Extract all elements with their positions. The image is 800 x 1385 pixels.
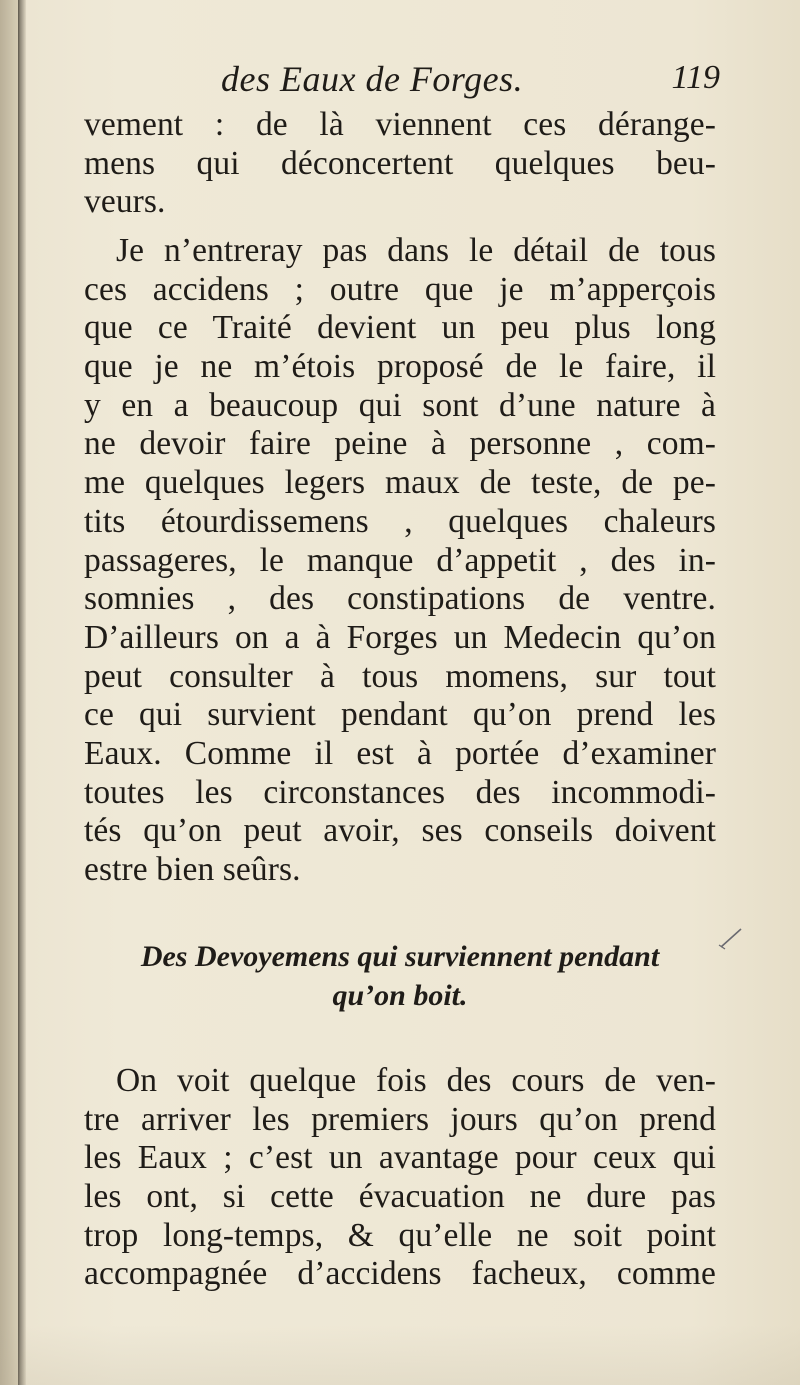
paragraph-3 (84, 1062, 716, 1294)
text-line: D’ailleurs on a à Forges un Medecin qu’on (84, 618, 716, 656)
page-bottom-shading (0, 1325, 800, 1385)
text-line: que je ne m’étois proposé de le faire, il (84, 348, 716, 386)
text-line: que ce Traité devient un peu plus long (84, 309, 716, 347)
text-line: les Eaux ; c’est un avantage pour ceux qui (84, 1139, 716, 1177)
text-line: ce qui survient pendant qu’on prend les (84, 696, 716, 734)
text-line: passageres, le manque d’appetit , des in- (84, 541, 716, 579)
text-line: vement : de là viennent ces dérange- (84, 106, 716, 143)
text-line: ces accidens ; outre que je m’apperçois (84, 270, 716, 308)
text-line: accompagnée d’accidens facheux, comme (84, 1255, 716, 1293)
text-line: trop long-temps, & qu’elle ne soit point (84, 1216, 716, 1254)
text-line: somnies , des constipations de ventre. (84, 580, 716, 618)
text-line: veurs. (84, 183, 166, 221)
running-head (85, 58, 720, 103)
text-line: tre arriver les premiers jours qu’on prend (84, 1100, 716, 1138)
text-line: y en a beaucoup qui sont d’une nature à (84, 386, 716, 424)
text-line: me quelques legers maux de teste, de pe- (84, 464, 716, 502)
binding-edge (18, 0, 26, 1385)
text-line: estre bien seûrs. (84, 851, 301, 888)
section-heading (100, 935, 700, 1012)
pencil-mark-icon (717, 925, 745, 951)
paragraph-2 (84, 232, 716, 890)
text-line: mens qui déconcertent quelques beu- (84, 144, 716, 182)
section-heading-line-1: Des Devoyemens qui surviennent pendant (140, 940, 660, 973)
text-line: Je n’entreray pas dans le détail de tous (116, 232, 716, 269)
text-line: toutes les circonstances des incommodi- (84, 773, 716, 811)
page-number: 119 (671, 59, 720, 96)
running-title: des Eaux de Forges. (221, 59, 524, 99)
text-line: Eaux. Comme il est à portée d’examiner (84, 734, 716, 772)
paragraph-1 (84, 106, 716, 222)
text-line: ne devoir faire peine à personne , com- (84, 425, 716, 463)
section-heading-line-2: qu’on boit. (332, 978, 468, 1012)
text-line: peut consulter à tous momens, sur tout (84, 657, 716, 695)
text-line: les ont, si cette évacuation ne dure pas (84, 1178, 716, 1216)
binding-shadow (0, 0, 18, 1385)
text-line: On voit quelque fois des cours de ven- (116, 1062, 716, 1099)
text-line: tits étourdissemens , quelques chaleurs (84, 502, 716, 540)
text-line: tés qu’on peut avoir, ses conseils doivent (84, 812, 716, 850)
